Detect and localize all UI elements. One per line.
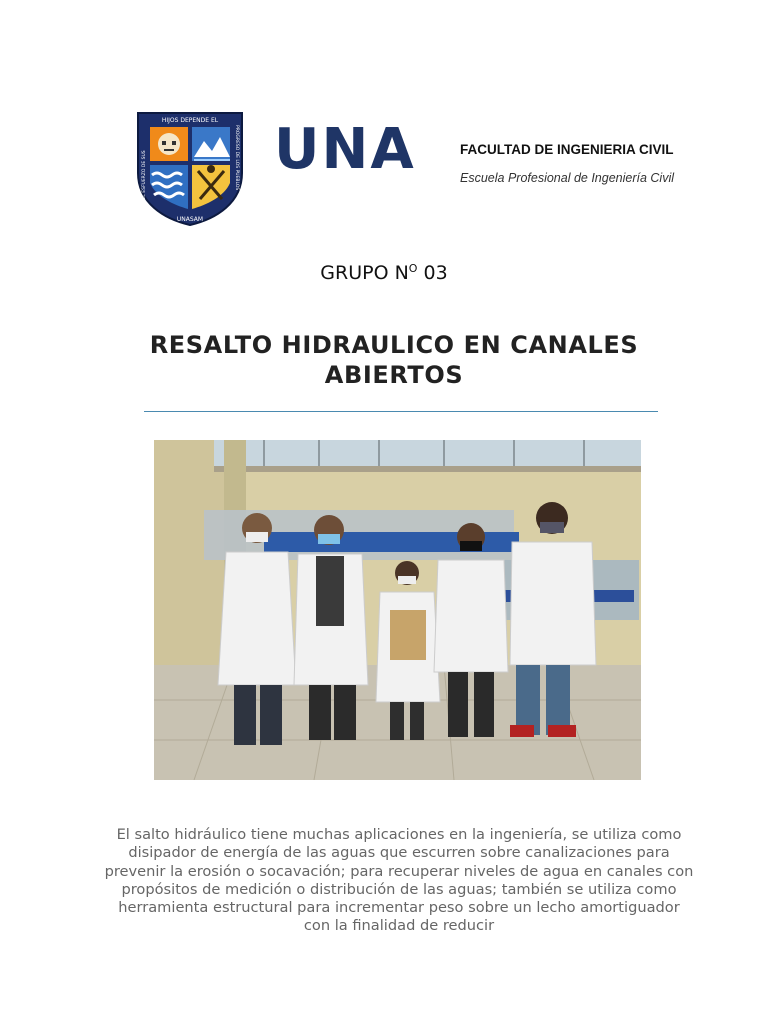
intro-paragraph: El salto hidráulico tiene muchas aplicaciones en la ingeniería, se utiliza como disipador de energía de las aguas que escurren sobre canalizaciones para prevenir la erosión o socavación; para recuperar niveles de agua en canales con propósitos de medición o distribución de las aguas; también se utiliza como herramienta estructural para incrementar peso sobre un lecho amortiguador con la finalidad de reducir [104,826,694,935]
school-name: Escuela Profesional de Ingeniería Civil [460,171,675,185]
crest-left-text: DEL ESFUERZO DE SUS [142,150,147,203]
crest-bottom-text: UNASAM [176,216,204,223]
group-number-value: 03 [417,262,448,284]
document-title: RESALTO HIDRAULICO EN CANALES ABIERTOS [149,331,639,389]
group-number [0,262,768,284]
group-prefix: GRUPO N [320,262,409,284]
faculty-name: FACULTAD DE INGENIERIA CIVIL [460,142,674,157]
crest-top-text: HIJOS DEPENDE EL [161,117,219,124]
title-divider [144,411,658,412]
group-photo [154,440,641,780]
una-logo-text: UNA [274,117,416,182]
crest-right-text: PROGRESO DE LOS PUEBLOS [234,125,239,191]
group-sup: O [408,262,418,275]
unasam-crest-logo [136,111,244,227]
